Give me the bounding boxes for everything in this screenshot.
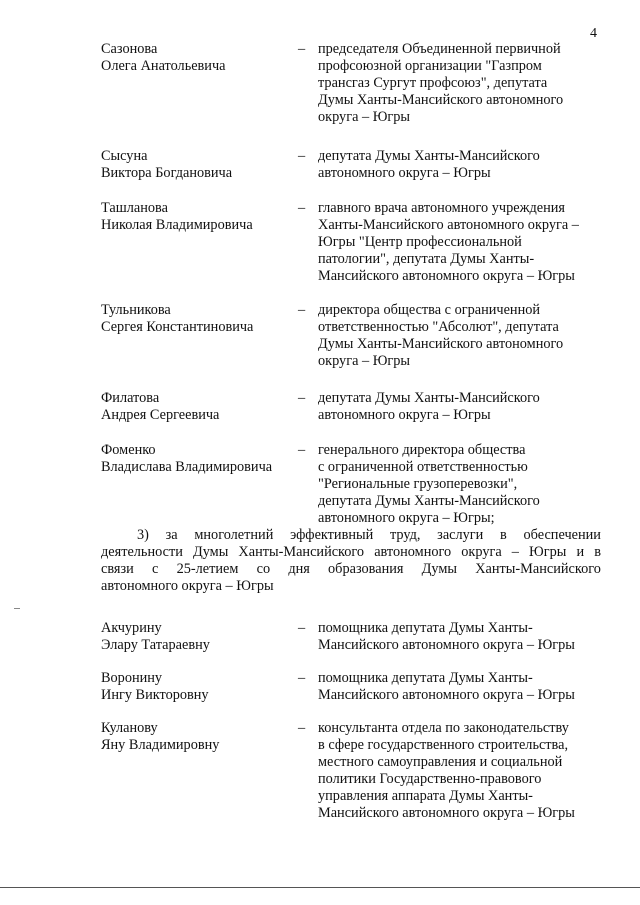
paragraph-word: и [576, 544, 585, 560]
paragraph-word: образования [328, 561, 404, 577]
recipient-name-line: Сысуна [101, 148, 148, 164]
paragraph-word: в [500, 527, 507, 543]
recipient-position [318, 148, 618, 182]
paragraph-word: – [511, 544, 519, 560]
paragraph-line [101, 527, 601, 544]
recipient-position [318, 442, 618, 527]
paragraph-word: автономного [374, 544, 452, 560]
entry-dash: – [298, 720, 306, 736]
recipient-name-line: Ташланова [101, 200, 168, 216]
recipient-position-line: консультанта отдела по законодательству [318, 720, 569, 736]
recipient-position-line: автономного округа – Югры [318, 407, 491, 423]
recipient-position-line: главного врача автономного учреждения [318, 200, 565, 216]
recipient-name-line: Владислава Владимировича [101, 459, 273, 475]
paragraph-word: заслуги [437, 527, 484, 543]
recipient-name-line: Олега Анатольевича [101, 58, 226, 74]
paragraph-word: обеспечении [523, 527, 601, 543]
paragraph-word: округа [461, 544, 502, 560]
recipient-position-line: местного самоуправления и социальной [318, 754, 563, 770]
recipient-position-line: политики Государственно-правового [318, 771, 542, 787]
paragraph-word: в [594, 544, 601, 560]
recipient-position-line: ответственностью "Абсолют", депутата [318, 319, 559, 335]
paragraph-line [101, 544, 601, 561]
paragraph-word: Ханты-Мансийского [475, 561, 601, 577]
entry-dash: – [298, 200, 306, 216]
recipient-name-line: Николая Владимировича [101, 217, 253, 233]
award-clause-paragraph [101, 527, 601, 595]
recipient-name [101, 390, 296, 424]
entry-dash: – [298, 148, 306, 164]
recipient-name-line: Сергея Константиновича [101, 319, 254, 335]
recipient-name [101, 41, 296, 75]
recipient-position [318, 302, 618, 370]
recipient-name [101, 620, 296, 654]
paragraph-word: 3) [137, 527, 149, 543]
recipient-position [318, 390, 618, 424]
recipient-position-line: Мансийского автономного округа – Югры [318, 687, 575, 703]
entry-dash: – [298, 442, 306, 458]
recipient-position-line: округа – Югры [318, 109, 411, 125]
recipient-position-line: автономного округа – Югры [318, 165, 491, 181]
recipient-position [318, 41, 618, 126]
recipient-position [318, 200, 618, 285]
recipient-position-line: директора общества с ограниченной [318, 302, 541, 318]
recipient-name-line: Воронину [101, 670, 163, 686]
recipient-position-line: управления аппарата Думы Ханты- [318, 788, 533, 804]
recipient-position [318, 670, 618, 704]
recipient-position-line: помощника депутата Думы Ханты- [318, 620, 533, 636]
recipient-name-line: Ингу Викторовну [101, 687, 209, 703]
paragraph-word: автономного округа – Югры [101, 578, 274, 594]
recipient-name [101, 442, 296, 476]
paragraph-word: эффективный [290, 527, 374, 543]
paragraph-word: Югры [529, 544, 567, 560]
recipient-position-line: Думы Ханты-Мансийского автономного [318, 92, 564, 108]
recipient-position-line: Думы Ханты-Мансийского автономного [318, 336, 564, 352]
recipient-position-line: Мансийского автономного округа – Югры [318, 805, 575, 821]
recipient-position-line: Югры "Центр профессиональной [318, 234, 522, 250]
recipient-name [101, 200, 296, 234]
entry-dash: – [298, 390, 306, 406]
footer-rule [0, 887, 640, 888]
recipient-name-line: Андрея Сергеевича [101, 407, 220, 423]
recipient-position-line: профсоюзной организации "Газпром [318, 58, 542, 74]
recipient-name-line: Яну Владимировну [101, 737, 220, 753]
recipient-position-line: с ограниченной ответственностью [318, 459, 528, 475]
recipient-position-line: Ханты-Мансийского автономного округа – [318, 217, 579, 233]
paragraph-word: Думы [421, 561, 458, 577]
entry-dash: – [298, 41, 306, 57]
recipient-position-line: депутата Думы Ханты-Мансийского [318, 390, 540, 406]
paragraph-word: с [152, 561, 159, 577]
recipient-name-line: Виктора Богдановича [101, 165, 233, 181]
recipient-name [101, 148, 296, 182]
paragraph-word: за [165, 527, 178, 543]
recipient-name-line: Акчурину [101, 620, 162, 636]
paragraph-word: дня [288, 561, 310, 577]
entry-dash: – [298, 620, 306, 636]
recipient-position-line: депутата Думы Ханты-Мансийского [318, 148, 540, 164]
recipient-position-line: трансгаз Сургут профсоюз", депутата [318, 75, 548, 91]
paragraph-word: Ханты-Мансийского [238, 544, 365, 560]
recipient-name-line: Куланову [101, 720, 158, 736]
recipient-position [318, 720, 618, 822]
recipient-name-line: Тульникова [101, 302, 171, 318]
recipient-name [101, 670, 296, 704]
recipient-name-line: Сазонова [101, 41, 158, 57]
recipient-position-line: депутата Думы Ханты-Мансийского [318, 493, 540, 509]
recipient-name-line: Филатова [101, 390, 160, 406]
margin-mark [14, 608, 20, 609]
paragraph-word: многолетний [194, 527, 274, 543]
paragraph-word: связи [101, 561, 134, 577]
paragraph-word: 25-летием [176, 561, 239, 577]
recipient-position [318, 620, 618, 654]
recipient-position-line: патологии", депутата Думы Ханты- [318, 251, 535, 267]
paragraph-word: деятельности [101, 544, 183, 560]
recipient-position-line: в сфере государственного строительства, [318, 737, 569, 753]
recipient-name [101, 720, 296, 754]
recipient-position-line: помощника депутата Думы Ханты- [318, 670, 533, 686]
recipient-position-line: автономного округа – Югры; [318, 510, 495, 526]
recipient-position-line: Мансийского автономного округа – Югры [318, 268, 575, 284]
paragraph-word: Думы [192, 544, 229, 560]
entry-dash: – [298, 302, 306, 318]
recipient-name-line: Элару Татараевну [101, 637, 210, 653]
page-number: 4 [590, 26, 597, 41]
recipient-position-line: округа – Югры [318, 353, 411, 369]
paragraph-word: труд, [389, 527, 421, 543]
recipient-name-line: Фоменко [101, 442, 156, 458]
recipient-name [101, 302, 296, 336]
entry-dash: – [298, 670, 306, 686]
recipient-position-line: генерального директора общества [318, 442, 526, 458]
paragraph-line [101, 561, 601, 578]
recipient-position-line: "Региональные грузоперевозки", [318, 476, 518, 492]
recipient-position-line: Мансийского автономного округа – Югры [318, 637, 575, 653]
paragraph-word: со [256, 561, 271, 577]
paragraph-line [101, 578, 601, 595]
recipient-position-line: председателя Объединенной первичной [318, 41, 561, 57]
